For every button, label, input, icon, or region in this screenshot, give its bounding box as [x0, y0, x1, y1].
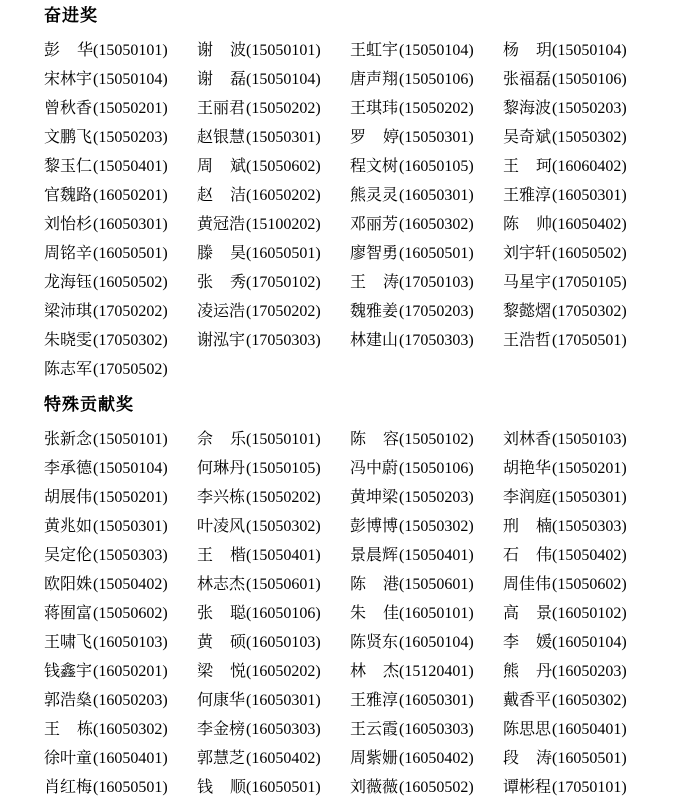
- student-name: 黎懿熠: [503, 303, 552, 320]
- student-name: 黎玉仁: [44, 158, 93, 175]
- award-entry: [503, 326, 656, 355]
- student-id: (17050502): [93, 361, 168, 378]
- student-name: 梁 悦: [197, 663, 246, 680]
- student-name: 朱 佳: [350, 605, 399, 622]
- student-name: 黄坤梁: [350, 489, 399, 506]
- award-entry: [197, 454, 350, 483]
- student-name: 蒋囿富: [44, 605, 93, 622]
- award-entry: [197, 239, 350, 268]
- student-name: 黎海波: [503, 100, 552, 117]
- student-id: (16050103): [246, 634, 321, 651]
- award-entry: [503, 715, 656, 744]
- student-name: 李 媛: [503, 634, 552, 651]
- student-name: 胡展伟: [44, 489, 93, 506]
- student-id: (16050402): [399, 750, 474, 767]
- student-id: (15050106): [399, 460, 474, 477]
- student-id: (16050401): [93, 750, 168, 767]
- student-name: 李金榜: [197, 721, 246, 738]
- student-id: (16050501): [246, 779, 321, 796]
- student-name: 刘宇轩: [503, 245, 552, 262]
- student-id: (16050302): [399, 216, 474, 233]
- student-id: (15050302): [399, 518, 474, 535]
- student-name: 曾秋香: [44, 100, 93, 117]
- student-id: (16050303): [399, 721, 474, 738]
- student-id: (16050502): [399, 779, 474, 796]
- student-name: 谭彬程: [503, 779, 552, 796]
- student-id: (15050302): [246, 518, 321, 535]
- student-id: (16050104): [552, 634, 627, 651]
- award-entry: [197, 326, 350, 355]
- award-entry: [44, 628, 197, 657]
- award-entry: [197, 628, 350, 657]
- student-id: (16050102): [552, 605, 627, 622]
- student-name: 吴奇斌: [503, 129, 552, 146]
- award-entry: [44, 36, 197, 65]
- student-name: 文鹏飞: [44, 129, 93, 146]
- student-id: (16050302): [552, 692, 627, 709]
- student-id: (15050203): [93, 129, 168, 146]
- student-id: (15050104): [399, 42, 474, 59]
- student-name: 王 珂: [503, 158, 552, 175]
- award-entry: [350, 268, 503, 297]
- student-name: 朱晓雯: [44, 332, 93, 349]
- student-name: 廖智勇: [350, 245, 399, 262]
- award-entry: [503, 268, 656, 297]
- award-entry: [350, 744, 503, 773]
- student-id: (17050203): [399, 303, 474, 320]
- award-entry: [350, 512, 503, 541]
- student-name: 周紫姗: [350, 750, 399, 767]
- award-entry: [44, 715, 197, 744]
- student-id: (15050301): [552, 489, 627, 506]
- award-entry: [503, 94, 656, 123]
- award-entry: [197, 425, 350, 454]
- student-name: 刘怡杉: [44, 216, 93, 233]
- student-name: 宋林宇: [44, 71, 93, 88]
- student-id: (16050302): [93, 721, 168, 738]
- student-id: (16050301): [399, 692, 474, 709]
- student-id: (16050106): [246, 605, 321, 622]
- student-name: 刘林香: [503, 431, 552, 448]
- award-entry: [197, 570, 350, 599]
- award-entry: [503, 744, 656, 773]
- section-special-contribution-award: [44, 394, 685, 802]
- student-id: (16050401): [552, 721, 627, 738]
- student-id: (15050106): [552, 71, 627, 88]
- award-entry: [503, 541, 656, 570]
- student-id: (16050301): [399, 187, 474, 204]
- student-name: 张福磊: [503, 71, 552, 88]
- award-entry: [350, 65, 503, 94]
- student-id: (15050402): [93, 576, 168, 593]
- student-name: 钱 顺: [197, 779, 246, 796]
- student-name: 谢 磊: [197, 71, 246, 88]
- student-name: 欧阳姝: [44, 576, 93, 593]
- student-name: 郭浩燊: [44, 692, 93, 709]
- student-name: 王啸飞: [44, 634, 93, 651]
- award-entry: [503, 512, 656, 541]
- student-id: (15050601): [399, 576, 474, 593]
- award-entry: [503, 483, 656, 512]
- award-entry: [350, 483, 503, 512]
- student-id: (15050401): [399, 547, 474, 564]
- student-name: 胡艳华: [503, 460, 552, 477]
- award-entry: [503, 297, 656, 326]
- student-id: (17050202): [246, 303, 321, 320]
- student-id: (15050602): [246, 158, 321, 175]
- student-name: 马星宇: [503, 274, 552, 291]
- student-id: (15050303): [552, 518, 627, 535]
- student-id: (15050302): [552, 129, 627, 146]
- student-id: (17050103): [399, 274, 474, 291]
- award-entry: [197, 773, 350, 802]
- student-id: (16050105): [399, 158, 474, 175]
- student-id: (16050402): [246, 750, 321, 767]
- student-id: (16050303): [246, 721, 321, 738]
- award-entry: [503, 686, 656, 715]
- student-name: 唐声翔: [350, 71, 399, 88]
- student-id: (16050501): [246, 245, 321, 262]
- student-name: 张 秀: [197, 274, 246, 291]
- student-name: 陈 帅: [503, 216, 552, 233]
- student-id: (15050402): [552, 547, 627, 564]
- student-id: (16050202): [246, 663, 321, 680]
- student-id: (16050101): [399, 605, 474, 622]
- award-entry: [503, 570, 656, 599]
- student-name: 熊灵灵: [350, 187, 399, 204]
- student-name: 程文树: [350, 158, 399, 175]
- award-entry: [197, 744, 350, 773]
- student-id: (16050203): [93, 692, 168, 709]
- award-entry: [197, 715, 350, 744]
- student-name: 黄冠浩: [197, 216, 246, 233]
- award-entry: [350, 36, 503, 65]
- student-name: 石 伟: [503, 547, 552, 564]
- student-name: 陈志军: [44, 361, 93, 378]
- student-name: 叶凌风: [197, 518, 246, 535]
- student-name: 谢泓宇: [197, 332, 246, 349]
- award-entry: [503, 599, 656, 628]
- student-name: 刑 楠: [503, 518, 552, 535]
- student-id: (15050602): [93, 605, 168, 622]
- student-name: 林建山: [350, 332, 399, 349]
- student-name: 谢 波: [197, 42, 246, 59]
- award-entry: [197, 152, 350, 181]
- student-id: (16050203): [552, 663, 627, 680]
- student-name: 陈 港: [350, 576, 399, 593]
- student-id: (16050501): [399, 245, 474, 262]
- student-name: 黄 硕: [197, 634, 246, 651]
- award-entry: [350, 297, 503, 326]
- award-entry: [350, 686, 503, 715]
- award-entry: [503, 123, 656, 152]
- student-id: (15050103): [552, 431, 627, 448]
- award-entry: [44, 657, 197, 686]
- student-name: 王 楷: [197, 547, 246, 564]
- section-title: 特殊贡献奖: [44, 395, 134, 414]
- award-entry: [44, 425, 197, 454]
- student-id: (15120401): [399, 663, 474, 680]
- student-name: 周佳伟: [503, 576, 552, 593]
- award-entry: [350, 715, 503, 744]
- student-id: (16050103): [93, 634, 168, 651]
- award-entry: [44, 268, 197, 297]
- award-entry: [350, 326, 503, 355]
- award-entry: [197, 36, 350, 65]
- award-entry: [350, 425, 503, 454]
- student-name: 凌运浩: [197, 303, 246, 320]
- award-entry: [503, 657, 656, 686]
- award-list: [44, 36, 685, 384]
- award-entry: [503, 239, 656, 268]
- student-name: 赵银慧: [197, 129, 246, 146]
- award-entry: [44, 454, 197, 483]
- award-entry: [197, 541, 350, 570]
- student-id: (15050201): [93, 489, 168, 506]
- student-id: (16050502): [552, 245, 627, 262]
- student-name: 王 涛: [350, 274, 399, 291]
- student-name: 赵 洁: [197, 187, 246, 204]
- student-id: (17050101): [552, 779, 627, 796]
- student-name: 王琪玮: [350, 100, 399, 117]
- student-name: 李润庭: [503, 489, 552, 506]
- award-entry: [44, 483, 197, 512]
- award-entry: [44, 355, 197, 384]
- student-id: (15050201): [552, 460, 627, 477]
- student-id: (15050101): [93, 42, 168, 59]
- student-id: (15050101): [246, 431, 321, 448]
- student-name: 王云霞: [350, 721, 399, 738]
- student-id: (15050104): [552, 42, 627, 59]
- student-id: (15050105): [246, 460, 321, 477]
- award-entry: [44, 599, 197, 628]
- student-name: 林志杰: [197, 576, 246, 593]
- award-entry: [350, 599, 503, 628]
- award-entry: [503, 181, 656, 210]
- student-name: 张新念: [44, 431, 93, 448]
- award-entry: [503, 628, 656, 657]
- student-id: (16050202): [246, 187, 321, 204]
- student-id: (17050303): [399, 332, 474, 349]
- student-name: 刘薇薇: [350, 779, 399, 796]
- award-entry: [44, 773, 197, 802]
- student-name: 景晨辉: [350, 547, 399, 564]
- award-entry: [197, 94, 350, 123]
- award-entry: [350, 181, 503, 210]
- award-entry: [503, 454, 656, 483]
- award-entry: [44, 152, 197, 181]
- award-entry: [503, 152, 656, 181]
- student-name: 陈 容: [350, 431, 399, 448]
- student-id: (15050101): [246, 42, 321, 59]
- student-name: 彭 华: [44, 42, 93, 59]
- student-name: 王虹宇: [350, 42, 399, 59]
- student-name: 熊 丹: [503, 663, 552, 680]
- student-name: 郭慧芝: [197, 750, 246, 767]
- student-id: (15050202): [246, 100, 321, 117]
- student-name: 魏雅姜: [350, 303, 399, 320]
- award-entry: [503, 36, 656, 65]
- student-id: (15050301): [246, 129, 321, 146]
- student-name: 陈贤东: [350, 634, 399, 651]
- student-id: (15050203): [552, 100, 627, 117]
- award-entry: [350, 454, 503, 483]
- student-id: (16050201): [93, 663, 168, 680]
- student-name: 周铭辛: [44, 245, 93, 262]
- student-name: 周 斌: [197, 158, 246, 175]
- student-id: (15050102): [399, 431, 474, 448]
- student-name: 邓丽芳: [350, 216, 399, 233]
- student-id: (16050301): [246, 692, 321, 709]
- student-name: 钱鑫宇: [44, 663, 93, 680]
- award-entry: [350, 123, 503, 152]
- student-id: (15050203): [399, 489, 474, 506]
- award-entry: [503, 773, 656, 802]
- student-name: 何琳丹: [197, 460, 246, 477]
- award-entry: [503, 65, 656, 94]
- student-id: (15050601): [246, 576, 321, 593]
- award-entry: [350, 570, 503, 599]
- student-id: (17050202): [93, 303, 168, 320]
- student-name: 肖红梅: [44, 779, 93, 796]
- student-id: (15050301): [399, 129, 474, 146]
- award-entry: [44, 239, 197, 268]
- student-id: (17050102): [246, 274, 321, 291]
- student-name: 高 景: [503, 605, 552, 622]
- section-progress-award: [44, 5, 685, 384]
- student-id: (15050202): [246, 489, 321, 506]
- award-entry: [350, 210, 503, 239]
- student-id: (15050303): [93, 547, 168, 564]
- award-entry: [503, 210, 656, 239]
- award-entry: [44, 123, 197, 152]
- student-id: (15050101): [93, 431, 168, 448]
- award-entry: [350, 628, 503, 657]
- award-entry: [350, 239, 503, 268]
- student-name: 吴定伦: [44, 547, 93, 564]
- student-name: 王雅淳: [350, 692, 399, 709]
- student-name: 梁沛琪: [44, 303, 93, 320]
- student-id: (15050104): [93, 71, 168, 88]
- student-name: 官魏路: [44, 187, 93, 204]
- student-name: 佘 乐: [197, 431, 246, 448]
- student-id: (15050401): [246, 547, 321, 564]
- award-entry: [44, 181, 197, 210]
- student-id: (15050104): [246, 71, 321, 88]
- student-id: (17050302): [93, 332, 168, 349]
- student-id: (17050501): [552, 332, 627, 349]
- student-name: 林 杰: [350, 663, 399, 680]
- student-name: 张 聪: [197, 605, 246, 622]
- student-name: 罗 婷: [350, 129, 399, 146]
- award-entry: [44, 297, 197, 326]
- student-name: 王浩哲: [503, 332, 552, 349]
- student-name: 王雅淳: [503, 187, 552, 204]
- award-entry: [197, 181, 350, 210]
- award-entry: [197, 297, 350, 326]
- award-entry: [44, 570, 197, 599]
- student-id: (17050303): [246, 332, 321, 349]
- award-entry: [197, 65, 350, 94]
- student-name: 王丽君: [197, 100, 246, 117]
- student-id: (15050401): [93, 158, 168, 175]
- student-id: (16060402): [552, 158, 627, 175]
- award-entry: [197, 657, 350, 686]
- student-name: 冯中蔚: [350, 460, 399, 477]
- student-id: (17050302): [552, 303, 627, 320]
- student-id: (15050602): [552, 576, 627, 593]
- award-entry: [350, 152, 503, 181]
- award-entry: [197, 686, 350, 715]
- award-entry: [197, 123, 350, 152]
- section-title: 奋进奖: [44, 6, 98, 25]
- student-id: (16050501): [552, 750, 627, 767]
- award-entry: [197, 483, 350, 512]
- award-entry: [503, 425, 656, 454]
- award-entry: [44, 744, 197, 773]
- award-entry: [350, 657, 503, 686]
- student-id: (16050501): [93, 245, 168, 262]
- student-name: 陈思思: [503, 721, 552, 738]
- student-name: 徐叶童: [44, 750, 93, 767]
- student-id: (16050402): [552, 216, 627, 233]
- student-id: (16050301): [552, 187, 627, 204]
- student-name: 王 栋: [44, 721, 93, 738]
- student-id: (17050105): [552, 274, 627, 291]
- award-entry: [197, 210, 350, 239]
- student-id: (15050202): [399, 100, 474, 117]
- award-entry: [44, 94, 197, 123]
- student-id: (16050201): [93, 187, 168, 204]
- award-entry: [350, 94, 503, 123]
- student-name: 黄兆如: [44, 518, 93, 535]
- student-name: 何康华: [197, 692, 246, 709]
- student-id: (15050301): [93, 518, 168, 535]
- student-name: 彭博博: [350, 518, 399, 535]
- student-name: 龙海钰: [44, 274, 93, 291]
- student-name: 李承德: [44, 460, 93, 477]
- student-name: 戴香平: [503, 692, 552, 709]
- award-entry: [44, 686, 197, 715]
- student-id: (15100202): [246, 216, 321, 233]
- student-name: 杨 玥: [503, 42, 552, 59]
- student-name: 李兴栋: [197, 489, 246, 506]
- student-id: (16050501): [93, 779, 168, 796]
- award-entry: [350, 773, 503, 802]
- student-id: (16050104): [399, 634, 474, 651]
- student-id: (15050201): [93, 100, 168, 117]
- award-entry: [44, 326, 197, 355]
- award-entry: [350, 541, 503, 570]
- award-entry: [197, 512, 350, 541]
- student-id: (15050104): [93, 460, 168, 477]
- student-id: (15050106): [399, 71, 474, 88]
- student-name: 滕 昊: [197, 245, 246, 262]
- award-entry: [44, 210, 197, 239]
- award-entry: [197, 268, 350, 297]
- student-id: (16050301): [93, 216, 168, 233]
- student-id: (16050502): [93, 274, 168, 291]
- student-name: 段 涛: [503, 750, 552, 767]
- award-entry: [44, 512, 197, 541]
- award-entry: [44, 541, 197, 570]
- award-entry: [197, 599, 350, 628]
- award-entry: [44, 65, 197, 94]
- award-list: [44, 425, 685, 802]
